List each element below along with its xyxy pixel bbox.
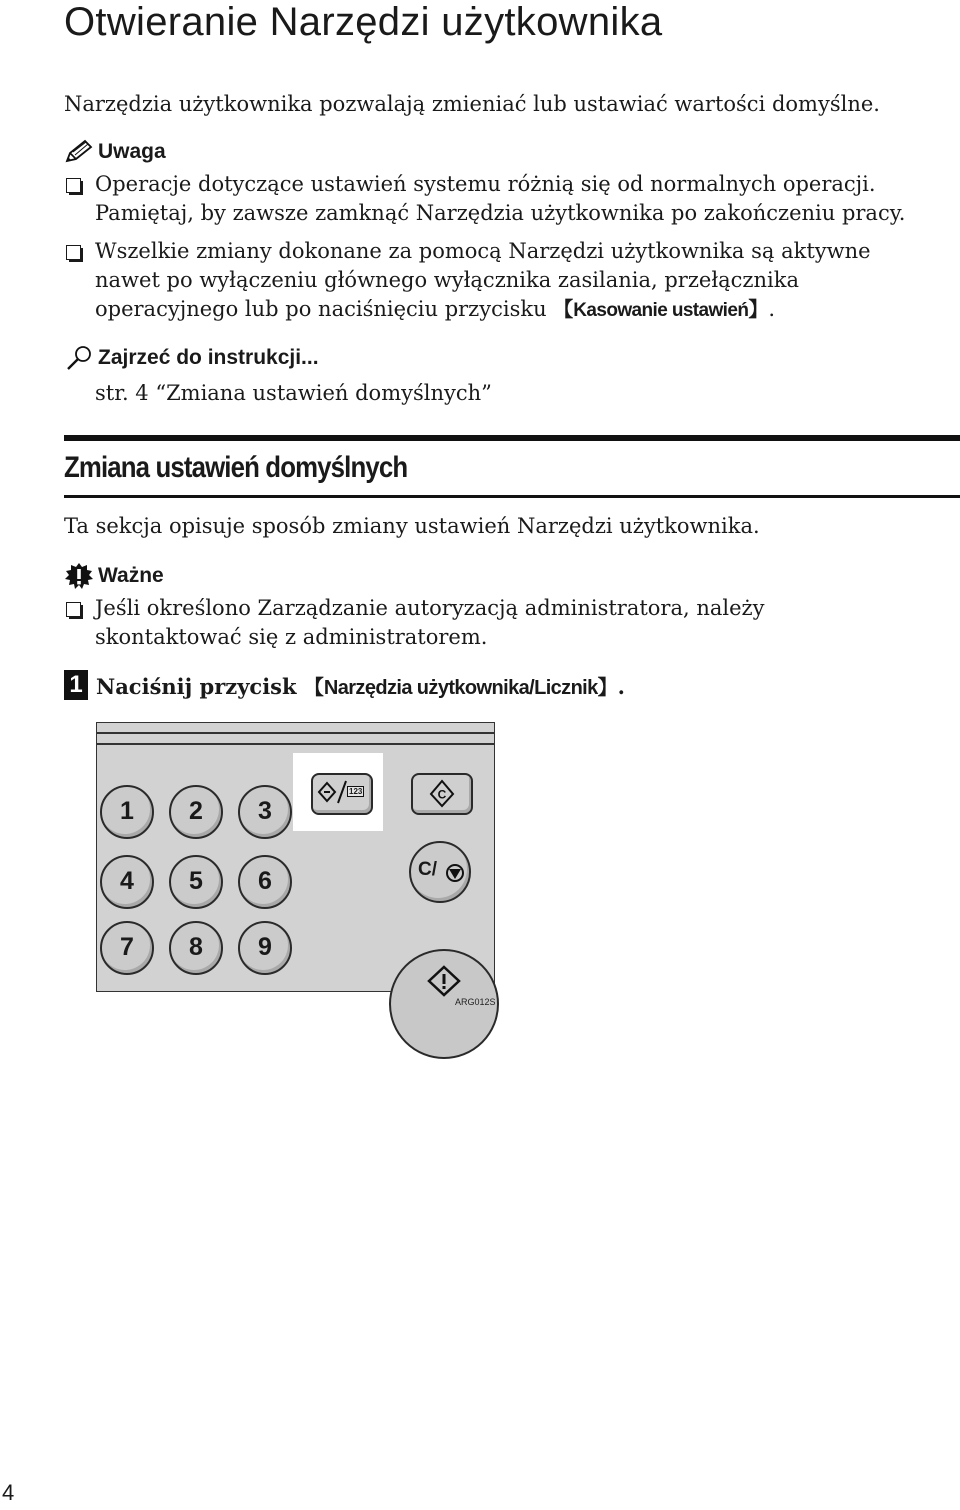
section-rule-top: [64, 435, 960, 441]
magnifier-icon: [64, 345, 94, 371]
step-number-badge: 1: [64, 670, 88, 700]
user-tools-key-label: Narzędzia użytkownika/Licznik: [323, 677, 598, 699]
note-heading-label: Uwaga: [98, 140, 166, 163]
number-key-3[interactable]: 3: [238, 785, 292, 839]
key-bracket-close: 】: [597, 675, 618, 699]
user-tools-counter-key[interactable]: [311, 773, 373, 815]
page-number: 4: [2, 1480, 15, 1505]
step-instruction: [96, 672, 625, 703]
key-bracket-close: 】: [748, 297, 769, 321]
reference-heading-label: Zajrzeć do instrukcji...: [98, 346, 319, 369]
clear-stop-key[interactable]: [409, 841, 471, 903]
note-item-1: [95, 170, 955, 228]
important-item: [95, 594, 955, 652]
key-bracket-open: 【: [553, 297, 574, 321]
number-key-9[interactable]: 9: [238, 921, 292, 975]
panel-edge-line: [97, 743, 494, 745]
control-panel-illustration: [96, 722, 495, 992]
intro-text: Narzędzia użytkownika pozwalają zmieniać lub ustawiać wartości domyślne.: [64, 92, 880, 116]
clear-modes-icon: [413, 775, 471, 813]
panel-edge-line: [97, 732, 494, 734]
reference-heading: [64, 344, 319, 372]
note-item-2-end: .: [768, 297, 776, 321]
important-icon: [64, 562, 94, 590]
stop-icon: [445, 863, 465, 883]
section-title: Zmiana ustawień domyślnych: [64, 451, 408, 484]
pencil-icon: [64, 139, 94, 165]
checkbox-bullet-icon: [66, 245, 81, 260]
note-item-2: [95, 237, 955, 325]
number-key-6[interactable]: 6: [238, 855, 292, 909]
checkbox-bullet-icon: [66, 602, 81, 617]
important-heading-label: Ważne: [98, 564, 164, 587]
clear-stop-label: C/: [418, 859, 437, 880]
note-item-2-line-3: [95, 295, 955, 325]
number-key-1[interactable]: 1: [100, 785, 154, 839]
page-title: Otwieranie Narzędzi użytkownika: [64, 0, 663, 44]
key-bracket-open: 【: [303, 675, 324, 699]
section-intro: Ta sekcja opisuje sposób zmiany ustawień Narzędzi użytkownika.: [64, 514, 760, 538]
number-key-4[interactable]: 4: [100, 855, 154, 909]
important-heading: [64, 562, 164, 590]
svg-text:C: C: [437, 787, 447, 802]
important-line-2: skontaktować się z administratorem.: [95, 625, 488, 649]
step-text: Naciśnij przycisk: [96, 674, 297, 699]
number-key-2[interactable]: 2: [169, 785, 223, 839]
clear-modes-key[interactable]: [411, 773, 473, 815]
note-heading: [64, 138, 166, 166]
note-item-2-line-3-text: operacyjnego lub po naciśnięciu przycisku: [95, 297, 547, 321]
note-item-2-line-1: Wszelkie zmiany dokonane za pomocą Narzędzi użytkownika są aktywne: [95, 239, 871, 263]
number-key-5[interactable]: 5: [169, 855, 223, 909]
note-item-1-line-2: Pamiętaj, by zawsze zamknąć Narzędzia użytkownika po zakończeniu pracy.: [95, 201, 906, 225]
figure-code: ARG012S: [455, 997, 496, 1007]
section-rule-bottom: [64, 495, 960, 498]
important-line-1: Jeśli określono Zarządzanie autoryzacją administratora, należy: [95, 596, 765, 620]
number-key-7[interactable]: 7: [100, 921, 154, 975]
note-item-2-line-2: nawet po wyłączeniu głównego wyłącznika zasilania, przełącznika: [95, 268, 799, 292]
reference-text: str. 4 “Zmiana ustawień domyślnych”: [95, 381, 492, 405]
checkbox-bullet-icon: [66, 178, 81, 193]
note-item-1-line-1: Operacje dotyczące ustawień systemu różnią się od normalnych operacji.: [95, 172, 876, 196]
number-key-8[interactable]: 8: [169, 921, 223, 975]
step-end: .: [617, 674, 625, 699]
reset-settings-key-label: Kasowanie ustawień: [573, 300, 749, 321]
counter-badge: 123: [349, 787, 363, 796]
